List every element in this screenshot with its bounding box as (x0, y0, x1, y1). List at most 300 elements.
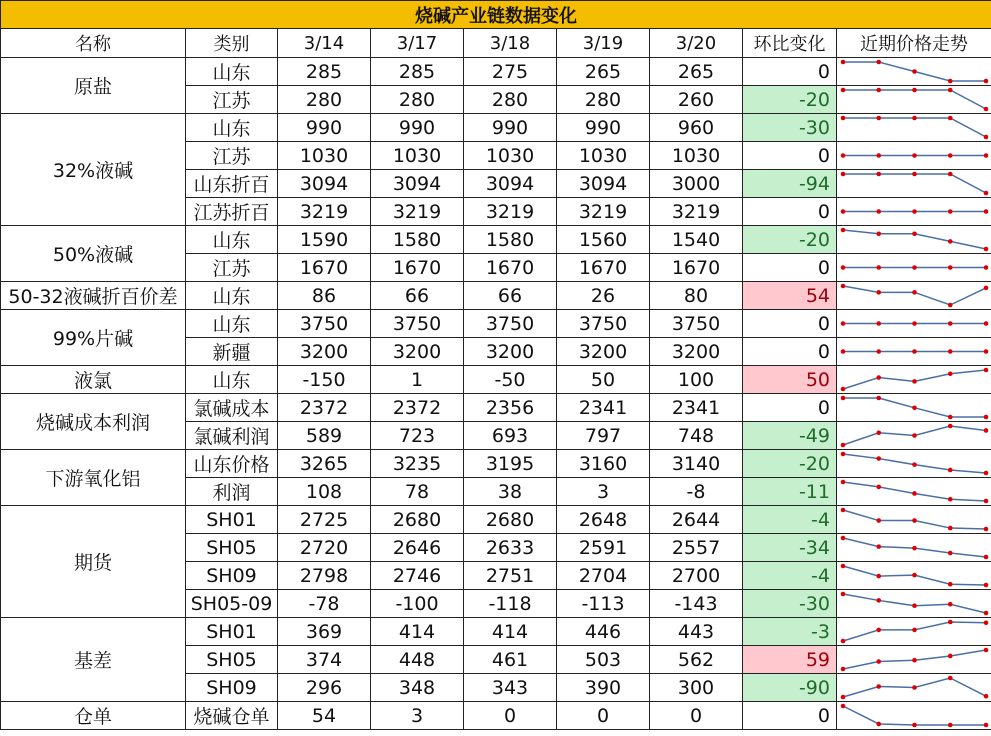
table-row (1, 618, 991, 646)
value-cell: 1540 (650, 226, 743, 254)
category-cell: 山东 (186, 58, 278, 86)
value-cell: 26 (557, 282, 650, 310)
sparkline-point (876, 544, 881, 549)
sparkline-point (948, 424, 953, 429)
change-cell: 0 (743, 702, 837, 730)
value-cell: 1030 (278, 142, 371, 170)
sparkline-point (948, 602, 953, 607)
sparkline-point (912, 573, 917, 578)
trend-cell (837, 170, 991, 198)
trend-cell (837, 590, 991, 618)
sparkline-point (948, 468, 953, 473)
sparkline-point (841, 116, 846, 121)
category-cell: 山东 (186, 310, 278, 338)
sparkline-point (948, 209, 953, 214)
sparkline-line (843, 174, 986, 193)
sparkline-chart (837, 534, 991, 561)
value-cell: 461 (464, 646, 557, 674)
sparkline-point (984, 527, 989, 532)
sparkline-point (876, 153, 881, 158)
sparkline-point (984, 555, 989, 560)
value-cell: 265 (557, 58, 650, 86)
value-cell: 78 (371, 478, 464, 506)
sparkline-chart (837, 310, 991, 337)
sparkline-point (876, 375, 881, 380)
header-date-3: 3/18 (464, 29, 557, 58)
sparkline-point (948, 654, 953, 659)
value-cell: 0 (557, 702, 650, 730)
sparkline-chart (837, 142, 991, 169)
value-cell: 2591 (557, 534, 650, 562)
category-cell: 山东 (186, 366, 278, 394)
group-name-cell: 原盐 (1, 58, 186, 114)
sparkline-chart (837, 366, 991, 393)
sparkline-point (876, 598, 881, 603)
value-cell: 260 (650, 86, 743, 114)
sparkline-point (912, 349, 917, 354)
change-cell: 0 (743, 310, 837, 338)
header-date-5: 3/20 (650, 29, 743, 58)
sparkline-point (948, 172, 953, 177)
table-row (1, 58, 991, 86)
sparkline-point (876, 265, 881, 270)
sparkline-point (841, 209, 846, 214)
value-cell: 280 (278, 86, 371, 114)
change-cell: -3 (743, 618, 837, 646)
value-cell: 343 (464, 674, 557, 702)
sparkline-chart (837, 170, 991, 197)
value-cell: 3750 (464, 310, 557, 338)
sparkline-point (948, 303, 953, 308)
value-cell: -78 (278, 590, 371, 618)
value-cell: 562 (650, 646, 743, 674)
sparkline-point (841, 396, 846, 401)
sparkline-point (912, 290, 917, 295)
value-cell: 2341 (557, 394, 650, 422)
sparkline-point (912, 723, 917, 728)
value-cell: 2700 (650, 562, 743, 590)
category-cell: 山东 (186, 114, 278, 142)
value-cell: 3219 (464, 198, 557, 226)
sparkline-chart (837, 198, 991, 225)
value-cell: 390 (557, 674, 650, 702)
sparkline-point (841, 536, 846, 541)
category-cell: 新疆 (186, 338, 278, 366)
value-cell: 2633 (464, 534, 557, 562)
sparkline-point (984, 694, 989, 699)
trend-cell (837, 506, 991, 534)
trend-cell (837, 198, 991, 226)
sparkline-point (841, 60, 846, 65)
sparkline-point (841, 349, 846, 354)
table-row (1, 282, 991, 310)
table-row (1, 506, 991, 534)
category-cell: 江苏 (186, 142, 278, 170)
trend-cell (837, 226, 991, 254)
value-cell: 374 (278, 646, 371, 674)
value-cell: 1030 (464, 142, 557, 170)
header-date-4: 3/19 (557, 29, 650, 58)
sparkline-point (912, 265, 917, 270)
value-cell: 3200 (371, 338, 464, 366)
sparkline-point (912, 685, 917, 690)
sparkline-point (984, 209, 989, 214)
sparkline-point (876, 430, 881, 435)
sparkline-point (948, 582, 953, 587)
value-cell: 2798 (278, 562, 371, 590)
sparkline-point (948, 620, 953, 625)
value-cell: 3140 (650, 450, 743, 478)
sparkline-point (912, 69, 917, 74)
value-cell: 0 (464, 702, 557, 730)
category-cell: 山东折百 (186, 170, 278, 198)
trend-cell (837, 142, 991, 170)
sparkline-point (876, 116, 881, 121)
value-cell: 3000 (650, 170, 743, 198)
table-title: 烧碱产业链数据变化 (1, 1, 991, 29)
change-cell: -20 (743, 226, 837, 254)
sparkline-point (841, 639, 846, 644)
value-cell: 1030 (650, 142, 743, 170)
table-row (1, 394, 991, 422)
sparkline-point (876, 290, 881, 295)
category-cell: SH09 (186, 674, 278, 702)
trend-cell (837, 338, 991, 366)
sparkline-point (876, 396, 881, 401)
value-cell: 589 (278, 422, 371, 450)
sparkline-point (841, 695, 846, 700)
sparkline-point (841, 284, 846, 289)
value-cell: -143 (650, 590, 743, 618)
change-cell: -20 (743, 450, 837, 478)
sparkline-point (912, 406, 917, 411)
sparkline-point (841, 443, 846, 448)
sparkline-point (984, 583, 989, 588)
sparkline-point (912, 321, 917, 326)
sparkline-point (948, 265, 953, 270)
category-cell: 山东 (186, 226, 278, 254)
value-cell: 369 (278, 618, 371, 646)
sparkline-line (843, 286, 986, 305)
sparkline-chart (837, 394, 991, 421)
category-cell: 烧碱仓单 (186, 702, 278, 730)
value-cell: 1030 (557, 142, 650, 170)
value-cell: 2372 (371, 394, 464, 422)
change-cell: -20 (743, 86, 837, 114)
sparkline-point (876, 209, 881, 214)
value-cell: 1670 (464, 254, 557, 282)
sparkline-chart (837, 450, 991, 477)
value-cell: -150 (278, 366, 371, 394)
group-name-cell: 期货 (1, 506, 186, 618)
category-cell: SH05-09 (186, 590, 278, 618)
title-row (1, 1, 991, 29)
sparkline-point (841, 88, 846, 93)
value-cell: 66 (371, 282, 464, 310)
sparkline-point (876, 628, 881, 633)
value-cell: 2725 (278, 506, 371, 534)
sparkline-point (948, 239, 953, 244)
sparkline-point (912, 628, 917, 633)
sparkline-point (876, 574, 881, 579)
trend-cell (837, 562, 991, 590)
table-row (1, 226, 991, 254)
value-cell: 748 (650, 422, 743, 450)
value-cell: 275 (464, 58, 557, 86)
sparkline-point (876, 722, 881, 727)
value-cell: 2680 (371, 506, 464, 534)
sparkline-point (876, 659, 881, 664)
sparkline-point (984, 648, 989, 653)
sparkline-point (984, 286, 989, 291)
value-cell: 3 (557, 478, 650, 506)
sparkline-point (948, 349, 953, 354)
sparkline-point (984, 368, 989, 373)
sparkline-chart (837, 282, 991, 309)
value-cell: 2680 (464, 506, 557, 534)
sparkline-line (843, 90, 986, 109)
table-row (1, 114, 991, 142)
value-cell: 280 (464, 86, 557, 114)
sparkline-point (948, 497, 953, 502)
sparkline-point (912, 546, 917, 551)
sparkline-chart (837, 86, 991, 113)
sparkline-line (843, 706, 986, 725)
sparkline-point (948, 551, 953, 556)
sparkline-chart (837, 338, 991, 365)
change-cell: -4 (743, 506, 837, 534)
sparkline-point (984, 191, 989, 196)
value-cell: 723 (371, 422, 464, 450)
sparkline-point (876, 349, 881, 354)
value-cell: 990 (371, 114, 464, 142)
sparkline-point (912, 518, 917, 523)
sparkline-point (912, 172, 917, 177)
value-cell: 280 (371, 86, 464, 114)
value-cell: 38 (464, 478, 557, 506)
sparkline-point (984, 247, 989, 252)
value-cell: 3235 (371, 450, 464, 478)
value-cell: 960 (650, 114, 743, 142)
group-name-cell: 32%液碱 (1, 114, 186, 226)
sparkline-chart (837, 618, 991, 645)
change-cell: 0 (743, 198, 837, 226)
value-cell: 414 (371, 618, 464, 646)
value-cell: 3200 (278, 338, 371, 366)
group-name-cell: 烧碱成本利润 (1, 394, 186, 450)
value-cell: 2746 (371, 562, 464, 590)
sparkline-point (912, 379, 917, 384)
sparkline-point (912, 491, 917, 496)
value-cell: -8 (650, 478, 743, 506)
sparkline-chart (837, 702, 991, 729)
trend-cell (837, 254, 991, 282)
value-cell: 66 (464, 282, 557, 310)
sparkline-chart (837, 114, 991, 141)
value-cell: 1670 (278, 254, 371, 282)
value-cell: 100 (650, 366, 743, 394)
sparkline-point (948, 153, 953, 158)
category-cell: 氯碱利润 (186, 422, 278, 450)
change-cell: -34 (743, 534, 837, 562)
value-cell: 797 (557, 422, 650, 450)
value-cell: 1580 (464, 226, 557, 254)
value-cell: 3219 (371, 198, 464, 226)
trend-cell (837, 450, 991, 478)
header-row (1, 29, 991, 58)
value-cell: 2646 (371, 534, 464, 562)
header-category: 类别 (186, 29, 278, 58)
trend-cell (837, 282, 991, 310)
change-cell: -4 (743, 562, 837, 590)
value-cell: 3094 (278, 170, 371, 198)
change-cell: -90 (743, 674, 837, 702)
group-name-cell: 50-32液碱折百价差 (1, 282, 186, 310)
sparkline-point (948, 116, 953, 121)
sparkline-chart (837, 646, 991, 673)
value-cell: 2704 (557, 562, 650, 590)
sparkline-point (841, 387, 846, 392)
category-cell: SH01 (186, 506, 278, 534)
change-cell: -94 (743, 170, 837, 198)
sparkline-point (984, 428, 989, 433)
category-cell: 山东 (186, 282, 278, 310)
value-cell: 3265 (278, 450, 371, 478)
change-cell: -11 (743, 478, 837, 506)
sparkline-point (948, 79, 953, 84)
value-cell: 86 (278, 282, 371, 310)
sparkline-point (912, 603, 917, 608)
value-cell: 3750 (278, 310, 371, 338)
sparkline-point (841, 564, 846, 569)
change-cell: 0 (743, 338, 837, 366)
value-cell: 1560 (557, 226, 650, 254)
change-cell: 0 (743, 254, 837, 282)
sparkline-chart (837, 590, 991, 617)
value-cell: 1670 (650, 254, 743, 282)
sparkline-point (912, 88, 917, 93)
sparkline-point (876, 172, 881, 177)
value-cell: 3160 (557, 450, 650, 478)
value-cell: 3750 (650, 310, 743, 338)
sparkline-point (912, 433, 917, 438)
sparkline-point (841, 228, 846, 233)
sparkline-line (843, 118, 986, 137)
group-name-cell: 下游氧化铝 (1, 450, 186, 506)
sparkline-point (876, 88, 881, 93)
sparkline-point (984, 471, 989, 476)
sparkline-point (912, 232, 917, 237)
sparkline-point (984, 415, 989, 420)
value-cell: 300 (650, 674, 743, 702)
category-cell: 江苏 (186, 86, 278, 114)
sparkline-point (876, 60, 881, 65)
value-cell: 1580 (371, 226, 464, 254)
category-cell: 氯碱成本 (186, 394, 278, 422)
sparkline-point (912, 153, 917, 158)
value-cell: 3200 (464, 338, 557, 366)
value-cell: 1030 (371, 142, 464, 170)
change-cell: 0 (743, 58, 837, 86)
sparkline-chart (837, 562, 991, 589)
value-cell: -113 (557, 590, 650, 618)
value-cell: 108 (278, 478, 371, 506)
value-cell: 3200 (650, 338, 743, 366)
trend-cell (837, 86, 991, 114)
sparkline-point (984, 349, 989, 354)
value-cell: 3195 (464, 450, 557, 478)
table-row (1, 702, 991, 730)
value-cell: 280 (557, 86, 650, 114)
value-cell: 285 (371, 58, 464, 86)
group-name-cell: 液氯 (1, 366, 186, 394)
value-cell: 2557 (650, 534, 743, 562)
sparkline-point (876, 321, 881, 326)
sparkline-chart (837, 674, 991, 701)
sparkline-point (948, 88, 953, 93)
value-cell: 2341 (650, 394, 743, 422)
sparkline-point (984, 620, 989, 625)
trend-cell (837, 58, 991, 86)
value-cell: -118 (464, 590, 557, 618)
category-cell: 江苏折百 (186, 198, 278, 226)
value-cell: 2356 (464, 394, 557, 422)
value-cell: 1590 (278, 226, 371, 254)
trend-cell (837, 310, 991, 338)
sparkline-point (841, 704, 846, 709)
group-name-cell: 仓单 (1, 702, 186, 730)
table-row (1, 366, 991, 394)
value-cell: 296 (278, 674, 371, 702)
category-cell: SH09 (186, 562, 278, 590)
sparkline-point (984, 107, 989, 112)
sparkline-point (841, 480, 846, 485)
header-date-2: 3/17 (371, 29, 464, 58)
sparkline-point (912, 462, 917, 467)
sparkline-point (841, 592, 846, 597)
header-name: 名称 (1, 29, 186, 58)
sparkline-point (948, 526, 953, 531)
sparkline-point (948, 676, 953, 681)
value-cell: 990 (557, 114, 650, 142)
sparkline-chart (837, 478, 991, 505)
group-name-cell: 99%片碱 (1, 310, 186, 366)
group-name-cell: 基差 (1, 618, 186, 702)
change-cell: -30 (743, 114, 837, 142)
sparkline-point (841, 321, 846, 326)
trend-cell (837, 618, 991, 646)
change-cell: -30 (743, 590, 837, 618)
value-cell: 54 (278, 702, 371, 730)
value-cell: 3219 (650, 198, 743, 226)
change-cell: 54 (743, 282, 837, 310)
sparkline-point (948, 372, 953, 377)
sparkline-point (912, 209, 917, 214)
sparkline-point (841, 153, 846, 158)
trend-cell (837, 422, 991, 450)
sparkline-chart (837, 506, 991, 533)
value-cell: 448 (371, 646, 464, 674)
value-cell: 0 (650, 702, 743, 730)
header-trend: 近期价格走势 (837, 29, 991, 58)
value-cell: 3200 (557, 338, 650, 366)
sparkline-point (984, 723, 989, 728)
value-cell: 414 (464, 618, 557, 646)
trend-cell (837, 674, 991, 702)
change-cell: -49 (743, 422, 837, 450)
change-cell: 59 (743, 646, 837, 674)
value-cell: 446 (557, 618, 650, 646)
